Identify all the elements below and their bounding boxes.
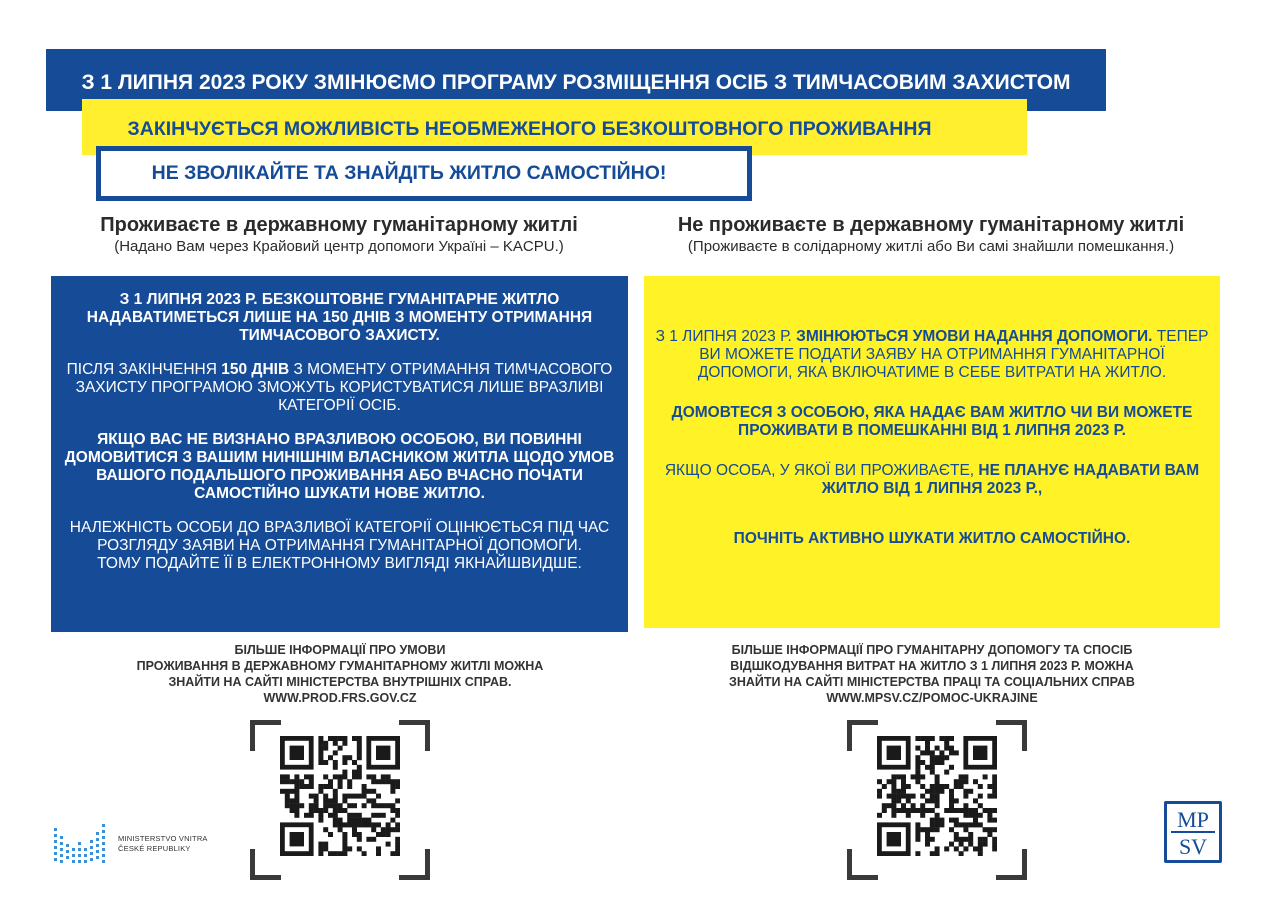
right-paragraph-1: З 1 ЛИПНЯ 2023 Р. ЗМІНЮЮТЬСЯ УМОВИ НАДАННЯ ДОПОМОГИ. ТЕПЕР ВИ МОЖЕТЕ ПОДАТИ ЗАЯВУ НА ОТРИМАННЯ ГУМАНІТАРНОЇ ДОПОМОГИ, ЯКА ВКЛЮЧАТИМЕ В СЕБЕ ВИТРАТИ НА ЖИТЛО. xyxy=(655,328,1209,381)
right-more-info-line: ЗНАЙТИ НА САЙТІ МІНІСТЕРСТВА ПРАЦІ ТА СОЦІАЛЬНИХ СПРАВ xyxy=(729,675,1135,689)
ministry-logo-text: MINISTERSTVO VNITRA ČESKÉ REPUBLIKY xyxy=(118,834,208,853)
left-paragraph-3: ЯКЩО ВАС НЕ ВИЗНАНО ВРАЗЛИВОЮ ОСОБОЮ, ВИ ПОВИННІ ДОМОВИТИСЯ З ВАШИМ НИНІШНІМ ВЛАСНИКОМ ЖИТЛА ЩОДО УМОВ ВАШОГО ПОДАЛЬШОГО ПРОЖИВАННЯ АБО ВЧАСНО ПОЧАТИ САМОСТІЙНО ШУКАТИ НОВЕ ЖИТЛО. xyxy=(64,431,615,502)
headline-text-3: НЕ ЗВОЛІКАЙТЕ ТА ЗНАЙДІТЬ ЖИТЛО САМОСТІЙНО! xyxy=(151,162,667,184)
right-qr-code[interactable] xyxy=(847,720,1027,880)
right-paragraph-2: ДОМОВТЕСЯ З ОСОБОЮ, ЯКА НАДАЄ ВАМ ЖИТЛО ЧИ ВИ МОЖЕТЕ ПРОЖИВАТИ В ПОМЕШКАННІ ВІД 1 ЛИПНЯ 2023 Р. xyxy=(671,404,1193,439)
right-paragraph-4: ПОЧНІТЬ АКТИВНО ШУКАТИ ЖИТЛО САМОСТІЙНО. xyxy=(733,530,1131,547)
left-paragraph-1: З 1 ЛИПНЯ 2023 Р. БЕЗКОШТОВНЕ ГУМАНІТАРНЕ ЖИТЛО НАДАВАТИМЕТЬСЯ ЛИШЕ НА 150 ДНІВ З МОМЕНТУ ОТРИМАННЯ ТИМЧАСОВОГО ЗАХИСТУ. xyxy=(86,291,593,344)
svg-text:SV: SV xyxy=(1178,834,1208,859)
left-heading-title: Проживаєте в державному гуманітарному житлі xyxy=(100,214,578,236)
right-paragraph-3: ЯКЩО ОСОБА, У ЯКОЇ ВИ ПРОЖИВАЄТЕ, НЕ ПЛАНУЄ НАДАВАТИ ВАМ ЖИТЛО ВІД 1 ЛИПНЯ 2023 Р., xyxy=(664,462,1200,497)
qr-code-icon xyxy=(280,736,400,856)
right-more-info-line: ВІДШКОДУВАННЯ ВИТРАТ НА ЖИТЛО З 1 ЛИПНЯ 2023 Р. МОЖНА xyxy=(730,659,1134,673)
ministry-logo xyxy=(54,822,214,866)
left-info-box xyxy=(51,276,628,632)
right-heading-subtitle: (Проживаєте в солідарному житлі або Ви самі знайшли помешкання.) xyxy=(687,238,1175,255)
headline-banner-outline xyxy=(96,146,752,201)
right-more-info-line: БІЛЬШЕ ІНФОРМАЦІЇ ПРО ГУМАНІТАРНУ ДОПОМОГУ ТА СПОСІБ xyxy=(731,643,1133,657)
qr-code-icon xyxy=(877,736,997,856)
left-qr-code[interactable] xyxy=(250,720,430,880)
right-more-info xyxy=(652,642,1212,706)
left-more-info-url[interactable]: WWW.PROD.FRS.GOV.CZ xyxy=(263,691,417,705)
left-heading-subtitle: (Надано Вам через Крайовий центр допомоги Україні – KACPU.) xyxy=(114,238,564,255)
left-more-info-line: ПРОЖИВАННЯ В ДЕРЖАВНОМУ ГУМАНІТАРНОМУ ЖИТЛІ МОЖНА xyxy=(136,659,544,673)
left-more-info xyxy=(60,642,620,706)
ministry-logo-icon xyxy=(54,822,110,866)
left-paragraph-4: НАЛЕЖНІСТЬ ОСОБИ ДО ВРАЗЛИВОЇ КАТЕГОРІЇ ОЦІНЮЄТЬСЯ ПІД ЧАС РОЗГЛЯДУ ЗАЯВИ НА ОТРИМАННЯ ГУМАНІТАРНОЇ ДОПОМОГИ. ТОМУ ПОДАЙТЕ ЇЇ В ЕЛЕКТРОННОМУ ВИГЛЯДІ ЯКНАЙШВИДШЕ. xyxy=(69,519,610,572)
left-column-heading xyxy=(34,212,644,256)
right-heading-title: Не проживаєте в державному гуманітарному житлі xyxy=(677,214,1185,236)
left-more-info-line: БІЛЬШЕ ІНФОРМАЦІЇ ПРО УМОВИ xyxy=(234,643,446,657)
mpsv-logo xyxy=(1164,801,1222,863)
right-more-info-url[interactable]: WWW.MPSV.CZ/POMOC-UKRAJINE xyxy=(826,691,1038,705)
right-column-heading xyxy=(626,212,1236,256)
mpsv-logo-icon xyxy=(1167,804,1219,860)
headline-text-1: З 1 ЛИПНЯ 2023 РОКУ ЗМІНЮЄМО ПРОГРАМУ РОЗМІЩЕННЯ ОСІБ З ТИМЧАСОВИМ ЗАХИСТОМ xyxy=(81,71,1071,94)
right-info-box xyxy=(644,276,1220,628)
headline-text-2: ЗАКІНЧУЄТЬСЯ МОЖЛИВІСТЬ НЕОБМЕЖЕНОГО БЕЗКОШТОВНОГО ПРОЖИВАННЯ xyxy=(127,117,932,140)
svg-text:MP: MP xyxy=(1177,807,1209,832)
left-paragraph-2: ПІСЛЯ ЗАКІНЧЕННЯ 150 ДНІВ З МОМЕНТУ ОТРИМАННЯ ТИМЧАСОВОГО ЗАХИСТУ ПРОГРАМОЮ ЗМОЖУТЬ КОРИСТУВАТИСЯ ЛИШЕ ВРАЗЛИВІ КАТЕГОРІЇ ОСІБ. xyxy=(66,361,613,414)
left-more-info-line: ЗНАЙТИ НА САЙТІ МІНІСТЕРСТВА ВНУТРІШНІХ СПРАВ. xyxy=(168,675,512,689)
